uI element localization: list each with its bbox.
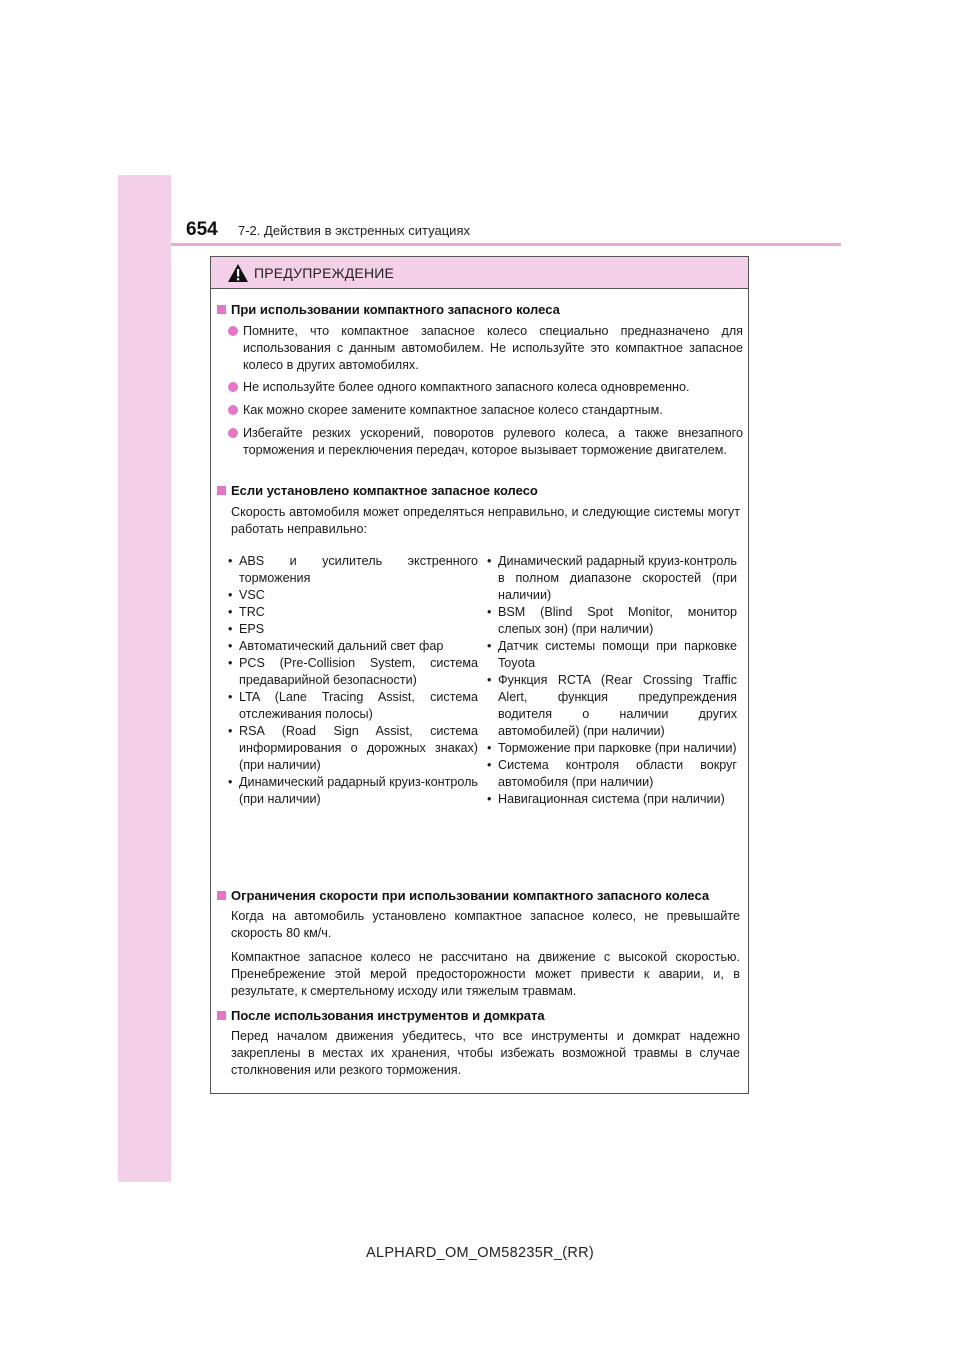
bullet-item: Избегайте резких ускорений, поворотов рулевого колеса, а также внезапного торможения и переключения передач, которое вызывает торможение двигателем.	[228, 425, 743, 476]
bullet-item: Не используйте более одного компактного запасного колеса одновременно.	[228, 379, 743, 396]
list-item: • Автоматический дальний свет фар	[228, 638, 478, 655]
list-item: • RSA (Road Sign Assist, система информирования о дорожных знаках) (при наличии)	[228, 723, 478, 774]
warning-header	[211, 257, 748, 289]
affected-systems-list-right	[487, 553, 737, 808]
square-bullet-icon	[217, 891, 226, 900]
square-bullet-icon	[217, 1011, 226, 1020]
square-bullet-icon	[217, 486, 226, 495]
list-item: • ABS и усилитель экстренного торможения	[228, 553, 478, 587]
paragraph: Скорость автомобиля может определяться неправильно, и следующие системы могут работать неправильно:	[231, 505, 740, 536]
section-heading: Если установлено компактное запасное колесо	[217, 483, 538, 498]
circle-bullet-icon	[228, 382, 238, 392]
circle-bullet-icon	[228, 405, 238, 415]
paragraph: Когда на автомобиль установлено компактное запасное колесо, не превышайте скорость 80 км/ч.	[231, 909, 740, 940]
circle-bullet-icon	[228, 428, 238, 438]
circle-bullet-icon	[228, 326, 238, 336]
square-bullet-icon	[217, 305, 226, 314]
list-item: • Функция RCTA (Rear Crossing Traffic Alert, функция предупреждения водителя о наличии других автомобилей) (при наличии)	[487, 672, 737, 740]
warning-title: ПРЕДУПРЕЖДЕНИЕ	[254, 265, 395, 281]
list-item: • Навигационная система (при наличии)	[487, 791, 737, 808]
section-heading: После использования инструментов и домкрата	[217, 1008, 545, 1023]
list-item: • Динамический радарный круиз-контроль в полном диапазоне скоростей (при наличии)	[487, 553, 737, 604]
document-code-footer: ALPHARD_OM_OM58235R_(RR)	[366, 1245, 594, 1261]
chapter-sidebar-tab	[118, 175, 171, 1182]
list-item: • EPS	[228, 621, 478, 638]
list-item: • PCS (Pre-Collision System, система предаварийной безопасности)	[228, 655, 478, 689]
paragraph: Перед началом движения убедитесь, что все инструменты и домкрат надежно закреплены в местах их хранения, чтобы избежать возможной травмы в случае столкновения или резкого торможения.	[231, 1029, 740, 1077]
header-divider	[171, 243, 841, 246]
bullet-item: Как можно скорее замените компактное запасное колесо стандартным.	[228, 402, 743, 419]
page-number: 654	[186, 219, 218, 240]
section-heading: Ограничения скорости при использовании компактного запасного колеса	[217, 888, 709, 903]
list-item: • Система контроля области вокруг автомобиля (при наличии)	[487, 757, 737, 791]
affected-systems-list-left	[228, 553, 478, 808]
list-item: • VSC	[228, 587, 478, 604]
section-title: 7-2. Действия в экстренных ситуациях	[238, 223, 470, 238]
list-item: • TRC	[228, 604, 478, 621]
warning-box	[210, 256, 749, 1094]
list-item: • Торможение при парковке (при наличии)	[487, 740, 737, 757]
list-item: • Датчик системы помощи при парковке Toyota	[487, 638, 737, 672]
list-item: • LTA (Lane Tracing Assist, система отслеживания полосы)	[228, 689, 478, 723]
bullet-item: Помните, что компактное запасное колесо специально предназначено для использования с данным автомобилем. Не используйте это компактное запасное колесо в других автомобилях.	[228, 323, 743, 374]
paragraph: Компактное запасное колесо не рассчитано на движение с высокой скоростью. Пренебрежение этой мерой предосторожности может привести к аварии, и, в результате, к смертельному исходу или тяжелым травмам.	[231, 950, 740, 998]
list-item: • BSM (Blind Spot Monitor, монитор слепых зон) (при наличии)	[487, 604, 737, 638]
list-item: • Динамический радарный круиз-контроль (при наличии)	[228, 774, 478, 808]
warning-triangle-icon	[227, 263, 249, 283]
section-heading: При использовании компактного запасного колеса	[217, 302, 560, 317]
